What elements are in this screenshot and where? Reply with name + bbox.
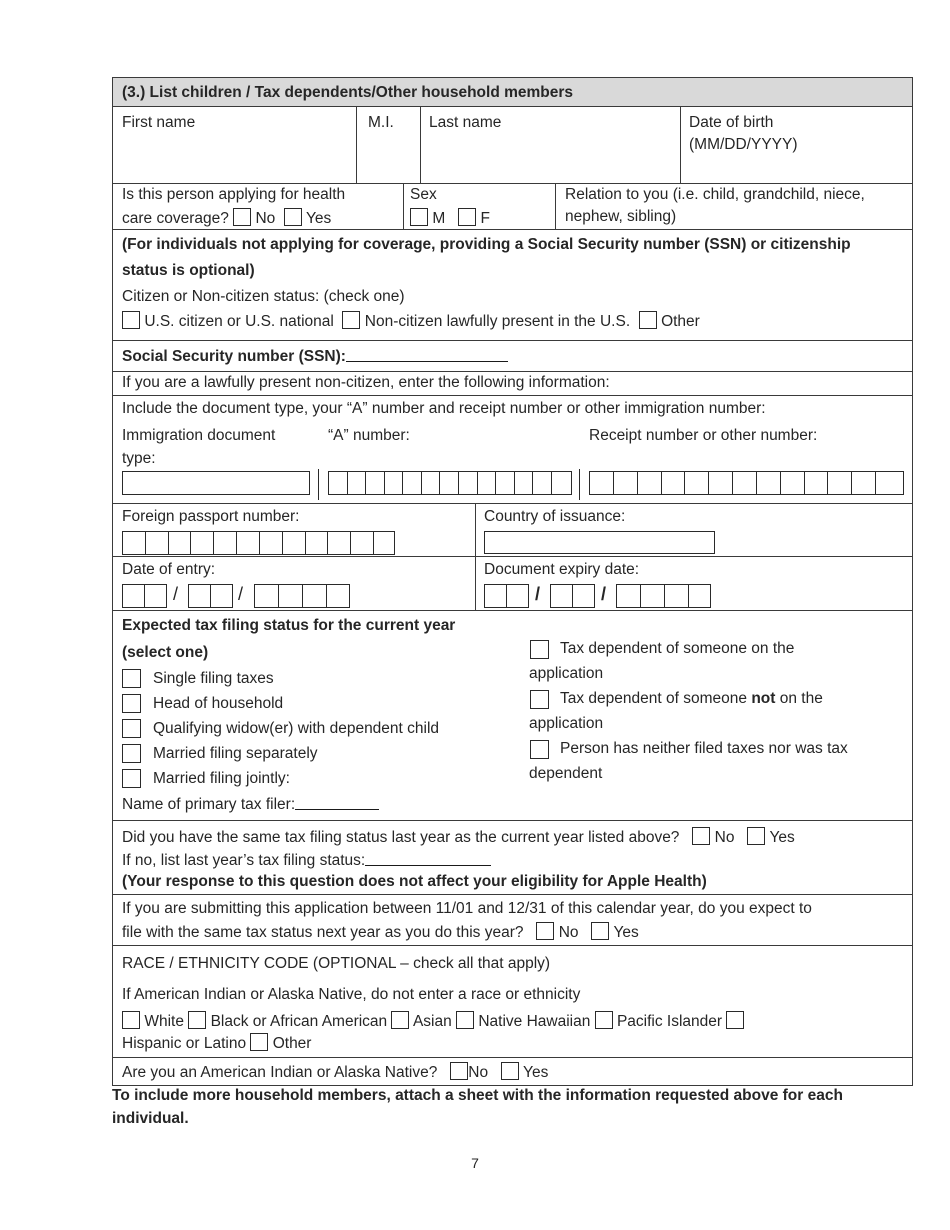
receipt-label: Receipt number or other number: [589,427,818,444]
passport-number-input[interactable] [122,531,395,555]
widow-label: Qualifying widow(er) with dependent child [153,720,440,737]
expiry-date-label: Document expiry date: [484,561,640,578]
last-year-section [112,821,913,895]
sex-female-checkbox[interactable] [458,208,476,226]
dependent-on-app-label-2: application [529,665,604,682]
tax-filing-section [112,611,913,821]
native-yes-label: Yes [523,1064,549,1081]
head-of-household-label: Head of household [153,695,284,712]
dependent-not-pre: Tax dependent of someone [560,690,752,707]
entry-month-input[interactable] [122,584,167,608]
dob-label: Date of birth [689,114,774,131]
tax-filing-heading: Expected tax filing status for the current year [122,617,456,634]
entry-slash-2: / [238,584,244,604]
race-heading: RACE / ETHNICITY CODE (OPTIONAL – check all that apply) [122,955,551,972]
next-year-no-label: No [558,924,579,941]
last-year-yes-label: Yes [769,829,795,846]
applying-label: Is this person applying for health [122,186,346,203]
dependent-not-on-app-label [560,690,823,708]
applying-yes-checkbox[interactable] [284,208,302,226]
white-checkbox[interactable] [122,1011,140,1029]
neither-label-2: dependent [529,765,603,782]
next-year-options [122,922,639,942]
applying-no-checkbox[interactable] [233,208,251,226]
sex-male-label: M [432,210,446,227]
married-jointly-label: Married filing jointly: [153,770,290,787]
ssn-label: Social Security number (SSN): [122,348,346,365]
next-year-question-2: file with the same tax status next year as you do this year? [122,924,524,941]
relation-label-2: nephew, sibling) [565,208,677,225]
neither-checkbox[interactable] [530,740,549,759]
a-number-input[interactable] [328,471,572,495]
sex-label: Sex [410,186,437,203]
expiry-slash-2: / [601,584,607,604]
other-status-label: Other [661,313,700,330]
primary-filer-input[interactable] [295,795,379,810]
next-year-yes-checkbox[interactable] [591,922,609,940]
doc-type-label-2: type: [122,450,156,467]
dependent-on-app-label: Tax dependent of someone on the [560,640,795,657]
entry-date-label: Date of entry: [122,561,216,578]
race-section [112,946,913,1058]
widow-checkbox[interactable] [122,719,141,738]
sex-female-label: F [480,210,490,227]
last-year-list-field [122,851,491,870]
race-options [122,1011,744,1031]
applying-label-2: care coverage? [122,210,229,227]
applying-no-label: No [255,210,276,227]
immigration-section [112,396,913,504]
last-year-question: Did you have the same tax filing status last year as the current year listed above? [122,829,680,846]
last-year-note: (Your response to this question does not affect your eligibility for Apple Health) [122,873,707,890]
last-year-question-row [122,827,795,847]
black-label: Black or African American [210,1013,388,1030]
native-row [112,1058,913,1086]
last-year-yes-checkbox[interactable] [747,827,765,845]
pacific-label: Pacific Islander [616,1013,723,1030]
dependent-not-on-app-label-2: application [529,715,604,732]
next-year-yes-label: Yes [613,924,639,941]
lawful-row [112,372,913,396]
asian-checkbox[interactable] [391,1011,409,1029]
hawaiian-label: Native Hawaiian [478,1013,591,1030]
dob-format-label: (MM/DD/YYYY) [689,136,798,153]
doc-type-input[interactable] [122,471,310,495]
coverage-row [112,184,913,230]
race-instruction: If American Indian or Alaska Native, do not enter a race or ethnicity [122,986,581,1003]
optional-note-2: status is optional) [122,262,255,279]
hawaiian-checkbox[interactable] [456,1011,474,1029]
noncitizen-checkbox[interactable] [342,311,360,329]
last-year-list-label: If no, list last year’s tax filing status: [122,852,366,869]
footer-instruction: To include more household members, attach a sheet with the information requested above for each individual. [112,1087,843,1127]
native-yes-checkbox[interactable] [501,1062,519,1080]
neither-label: Person has neither filed taxes nor was tax [560,740,848,757]
dependent-not-emphasis: not [751,690,776,707]
household-members-form [112,77,913,1086]
optional-note: (For individuals not applying for coverage, providing a Social Security number (SSN) or citizenship [122,236,851,253]
country-label: Country of issuance: [484,508,626,525]
black-checkbox[interactable] [188,1011,206,1029]
ssn-input[interactable] [346,347,508,362]
dependent-not-on-app-checkbox[interactable] [530,690,549,709]
a-number-label: “A” number: [328,427,410,444]
next-year-section [112,895,913,946]
next-year-no-checkbox[interactable] [536,922,554,940]
citizen-checkbox[interactable] [122,311,140,329]
other-race-checkbox[interactable] [250,1033,268,1051]
single-checkbox[interactable] [122,669,141,688]
name-row [112,107,913,184]
receipt-number-input[interactable] [589,471,904,495]
sex-male-checkbox[interactable] [410,208,428,226]
white-label: White [144,1013,184,1030]
married-separately-checkbox[interactable] [122,744,141,763]
citizen-options [122,311,700,331]
pacific-checkbox[interactable] [595,1011,613,1029]
asian-label: Asian [412,1013,452,1030]
other-race-label: Other [272,1035,312,1052]
native-question-row [122,1062,548,1082]
page-number: 7 [471,1155,479,1171]
married-jointly-checkbox[interactable] [122,769,141,788]
single-label: Single filing taxes [153,670,274,687]
citizen-status-label: Citizen or Non-citizen status: (check one) [122,288,405,305]
citizenship-section [112,230,913,341]
native-question: Are you an American Indian or Alaska Native? [122,1064,438,1081]
head-of-household-checkbox[interactable] [122,694,141,713]
last-name-label: Last name [429,114,502,131]
last-year-status-input[interactable] [365,851,491,866]
primary-filer-field [122,795,379,814]
citizen-label: U.S. citizen or U.S. national [144,313,334,330]
dependent-on-app-checkbox[interactable] [530,640,549,659]
expiry-month-input[interactable] [484,584,529,608]
applying-options [122,208,331,228]
expiry-day-input[interactable] [550,584,595,608]
applying-yes-label: Yes [305,210,332,227]
relation-label: Relation to you (i.e. child, grandchild, niece, [565,186,865,203]
mi-label: M.I. [368,114,394,131]
sex-options [410,208,490,228]
married-separately-label: Married filing separately [153,745,318,762]
section-title: (3.) List children / Tax dependents/Other household members [112,77,913,107]
ssn-field [122,347,508,366]
last-year-no-checkbox[interactable] [692,827,710,845]
passport-row [112,504,913,557]
doc-type-label: Immigration document [122,427,276,444]
next-year-question: If you are submitting this application between 11/01 and 12/31 of this calendar year, do you expect to [122,900,812,917]
lawful-text: If you are a lawfully present non-citizen, enter the following information: [122,374,610,391]
tax-filing-select-one: (select one) [122,644,209,661]
native-no-checkbox[interactable] [450,1062,468,1080]
native-no-label: No [468,1064,489,1081]
noncitizen-label: Non-citizen lawfully present in the U.S. [364,313,631,330]
expiry-year-input[interactable] [616,584,711,608]
hispanic-label: Hispanic or Latino [122,1035,247,1052]
first-name-label: First name [122,114,196,131]
entry-slash-1: / [173,584,179,604]
entry-year-input[interactable] [254,584,350,608]
expiry-slash-1: / [535,584,541,604]
hispanic-checkbox[interactable] [726,1011,744,1029]
passport-label: Foreign passport number: [122,508,300,525]
country-input[interactable] [484,531,715,554]
entry-day-input[interactable] [188,584,233,608]
last-year-no-label: No [714,829,735,846]
race-options-2 [122,1033,311,1053]
primary-filer-label: Name of primary tax filer: [122,796,296,813]
ssn-row [112,341,913,372]
other-status-checkbox[interactable] [639,311,657,329]
dates-row [112,557,913,611]
dependent-not-post: on the [775,690,823,707]
immigration-instruction: Include the document type, your “A” number and receipt number or other immigration number: [122,400,766,417]
